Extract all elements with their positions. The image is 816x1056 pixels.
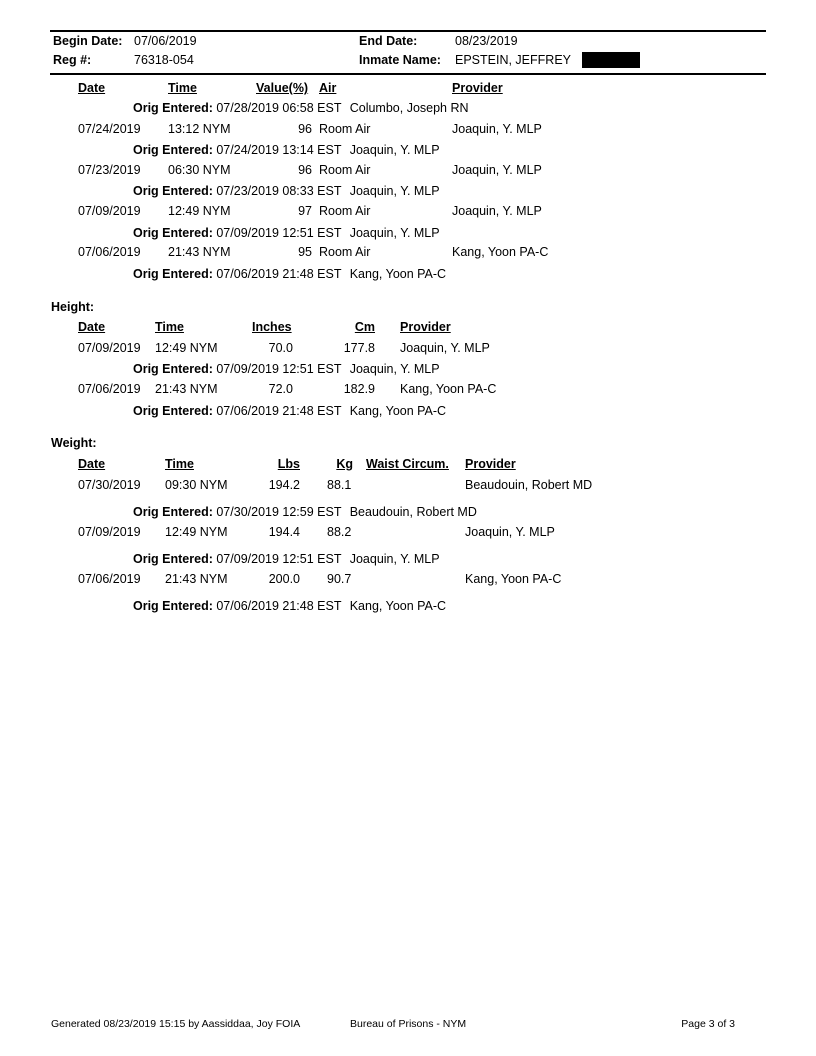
spo2-col-value: Value(%) — [256, 81, 309, 95]
height-col-date: Date — [78, 320, 106, 334]
orig-entered-label: Orig Entered: — [133, 505, 213, 519]
spo2-col-provider: Provider — [452, 81, 503, 95]
weight-orig-entered — [133, 599, 446, 614]
weight-col-waist: Waist Circum. — [366, 457, 449, 471]
weight-row-kg: 88.2 — [327, 525, 352, 539]
orig-entered-by: Kang, Yoon PA-C — [349, 599, 447, 613]
orig-entered-by: Beaudouin, Robert MD — [349, 505, 477, 519]
spo2-row-air: Room Air — [319, 163, 371, 177]
height-col-time: Time — [155, 320, 184, 334]
height-row-date: 07/06/2019 — [78, 382, 141, 396]
begin-date-value: 07/06/2019 — [134, 34, 197, 48]
orig-entered-timestamp: 07/06/2019 21:48 EST — [216, 267, 342, 281]
spo2-row-provider: Kang, Yoon PA-C — [452, 245, 549, 259]
begin-date-label: Begin Date: — [53, 34, 123, 48]
weight-row-date: 07/09/2019 — [78, 525, 141, 539]
orig-entered-by: Kang, Yoon PA-C — [349, 267, 447, 281]
orig-entered-timestamp: 07/09/2019 12:51 EST — [216, 226, 342, 240]
spo2-row-provider: Joaquin, Y. MLP — [452, 163, 542, 177]
weight-col-date: Date — [78, 457, 106, 471]
redaction-box — [582, 52, 640, 68]
weight-col-provider: Provider — [465, 457, 516, 471]
orig-entered-by: Joaquin, Y. MLP — [349, 226, 440, 240]
reg-number-value: 76318-054 — [134, 53, 194, 67]
spo2-orig-entered — [133, 226, 440, 241]
weight-row-time: 09:30 NYM — [165, 478, 228, 492]
spo2-row-value: 96 — [298, 163, 312, 177]
orig-entered-timestamp: 07/30/2019 12:59 EST — [216, 505, 342, 519]
spo2-row-provider: Joaquin, Y. MLP — [452, 122, 542, 136]
orig-entered-label: Orig Entered: — [133, 143, 213, 157]
inmate-name-label: Inmate Name: — [359, 53, 441, 67]
weight-row-lbs: 194.2 — [268, 478, 300, 492]
spo2-col-date: Date — [78, 81, 106, 95]
spo2-row-air: Room Air — [319, 122, 371, 136]
weight-orig-entered — [133, 505, 477, 520]
orig-entered-label: Orig Entered: — [133, 226, 213, 240]
orig-entered-by: Joaquin, Y. MLP — [349, 362, 440, 376]
orig-entered-timestamp: 07/09/2019 12:51 EST — [216, 552, 342, 566]
inmate-name-value: EPSTEIN, JEFFREY — [455, 53, 571, 67]
weight-section-title: Weight: — [51, 436, 97, 450]
orig-entered-label: Orig Entered: — [133, 552, 213, 566]
spo2-row-time: 21:43 NYM — [168, 245, 231, 259]
height-row-provider: Joaquin, Y. MLP — [400, 341, 490, 355]
weight-row-provider: Kang, Yoon PA-C — [465, 572, 562, 586]
height-row-provider: Kang, Yoon PA-C — [400, 382, 497, 396]
orig-entered-label: Orig Entered: — [133, 184, 213, 198]
spo2-orig-entered — [133, 184, 440, 199]
footer-agency: Bureau of Prisons - NYM — [350, 1018, 467, 1030]
orig-entered-by: Kang, Yoon PA-C — [349, 404, 447, 418]
orig-entered-by: Joaquin, Y. MLP — [349, 552, 440, 566]
weight-col-lbs: Lbs — [277, 457, 300, 471]
height-col-cm: Cm — [354, 320, 375, 334]
height-orig-entered — [133, 404, 446, 419]
spo2-row-air: Room Air — [319, 204, 371, 218]
spo2-row-date: 07/09/2019 — [78, 204, 141, 218]
orig-entered-label: Orig Entered: — [133, 404, 213, 418]
footer-generated: Generated 08/23/2019 15:15 by Aassiddaa, Joy FOIA — [51, 1018, 301, 1030]
spo2-orig-entered — [133, 101, 469, 116]
height-row-time: 21:43 NYM — [155, 382, 218, 396]
spo2-orig-entered — [133, 267, 446, 282]
spo2-row-time: 12:49 NYM — [168, 204, 231, 218]
orig-entered-by: Joaquin, Y. MLP — [349, 184, 440, 198]
orig-entered-label: Orig Entered: — [133, 267, 213, 281]
weight-orig-entered — [133, 552, 440, 567]
reg-number-label: Reg #: — [53, 53, 92, 67]
orig-entered-timestamp: 07/06/2019 21:48 EST — [216, 404, 342, 418]
height-row-inches: 70.0 — [268, 341, 293, 355]
spo2-col-time: Time — [168, 81, 197, 95]
weight-row-time: 21:43 NYM — [165, 572, 228, 586]
height-col-provider: Provider — [400, 320, 451, 334]
weight-row-lbs: 194.4 — [268, 525, 300, 539]
weight-row-provider: Joaquin, Y. MLP — [465, 525, 555, 539]
orig-entered-timestamp: 07/23/2019 08:33 EST — [216, 184, 342, 198]
spo2-col-air: Air — [319, 81, 337, 95]
orig-entered-timestamp: 07/09/2019 12:51 EST — [216, 362, 342, 376]
orig-entered-timestamp: 07/28/2019 06:58 EST — [216, 101, 342, 115]
spo2-orig-entered — [133, 143, 440, 158]
weight-row-provider: Beaudouin, Robert MD — [465, 478, 593, 492]
header-top-rule — [50, 30, 766, 32]
orig-entered-timestamp: 07/06/2019 21:48 EST — [216, 599, 342, 613]
weight-row-date: 07/30/2019 — [78, 478, 141, 492]
height-row-inches: 72.0 — [268, 382, 293, 396]
orig-entered-label: Orig Entered: — [133, 599, 213, 613]
spo2-row-provider: Joaquin, Y. MLP — [452, 204, 542, 218]
weight-row-kg: 90.7 — [327, 572, 352, 586]
spo2-row-time: 06:30 NYM — [168, 163, 231, 177]
orig-entered-label: Orig Entered: — [133, 101, 213, 115]
spo2-row-value: 97 — [298, 204, 312, 218]
spo2-row-value: 95 — [298, 245, 312, 259]
spo2-row-date: 07/06/2019 — [78, 245, 141, 259]
weight-col-time: Time — [165, 457, 194, 471]
weight-row-date: 07/06/2019 — [78, 572, 141, 586]
weight-col-kg: Kg — [336, 457, 353, 471]
height-col-inches: Inches — [252, 320, 292, 334]
spo2-row-value: 96 — [298, 122, 312, 136]
weight-row-time: 12:49 NYM — [165, 525, 228, 539]
footer-page-number: Page 3 of 3 — [681, 1018, 735, 1030]
orig-entered-label: Orig Entered: — [133, 362, 213, 376]
orig-entered-by: Columbo, Joseph RN — [349, 101, 469, 115]
weight-row-kg: 88.1 — [327, 478, 352, 492]
orig-entered-timestamp: 07/24/2019 13:14 EST — [216, 143, 342, 157]
height-row-cm: 177.8 — [343, 341, 375, 355]
weight-row-lbs: 200.0 — [268, 572, 300, 586]
spo2-row-date: 07/24/2019 — [78, 122, 141, 136]
orig-entered-by: Joaquin, Y. MLP — [349, 143, 440, 157]
header-bottom-rule — [50, 73, 766, 75]
height-row-date: 07/09/2019 — [78, 341, 141, 355]
height-section-title: Height: — [51, 300, 95, 314]
spo2-row-time: 13:12 NYM — [168, 122, 231, 136]
spo2-row-date: 07/23/2019 — [78, 163, 141, 177]
end-date-value: 08/23/2019 — [455, 34, 518, 48]
height-row-cm: 182.9 — [343, 382, 375, 396]
height-orig-entered — [133, 362, 440, 377]
spo2-row-air: Room Air — [319, 245, 371, 259]
end-date-label: End Date: — [359, 34, 418, 48]
height-row-time: 12:49 NYM — [155, 341, 218, 355]
